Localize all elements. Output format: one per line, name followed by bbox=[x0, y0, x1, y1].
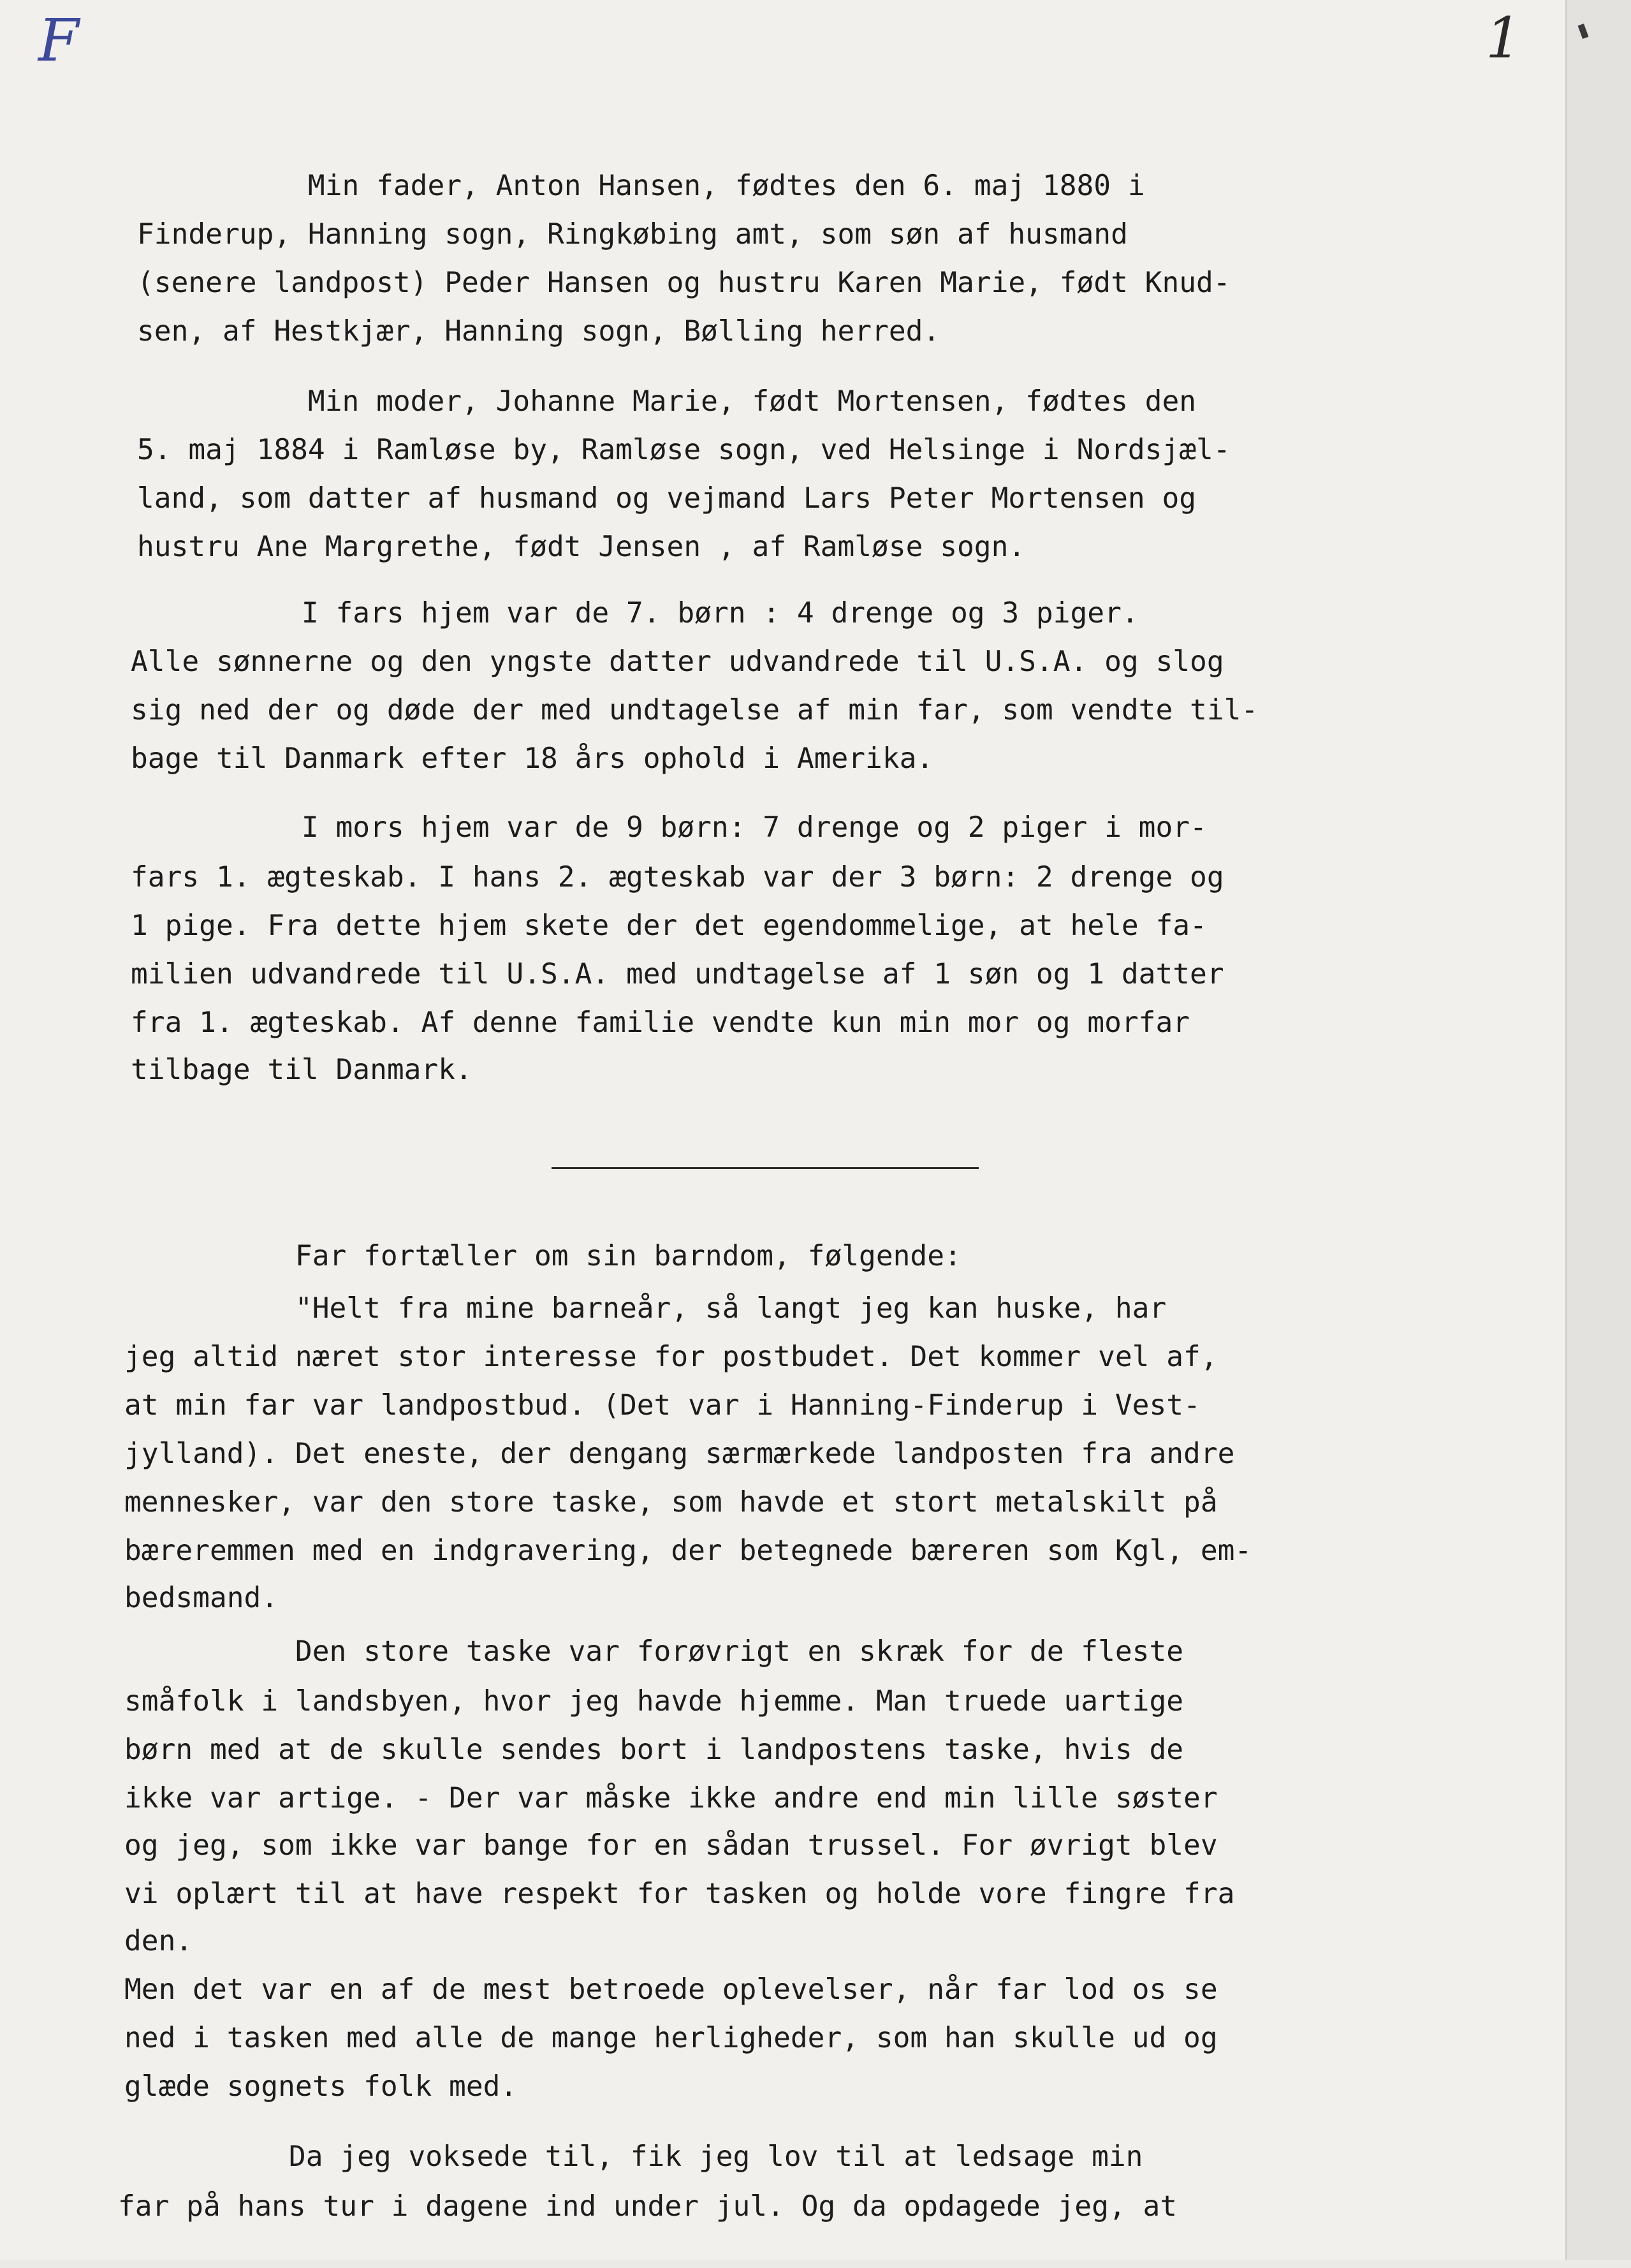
text-line: Min fader, Anton Hansen, fødtes den 6. maj 1880 i bbox=[137, 170, 1145, 202]
text-line: 1 pige. Fra dette hjem skete der det egendommelige, at hele fa- bbox=[131, 909, 1207, 942]
text-line: Far fortæller om sin barndom, følgende: bbox=[124, 1240, 962, 1272]
text-line: sig ned der og døde der med undtagelse af min far, som vendte til- bbox=[131, 694, 1259, 726]
text-line: Men det var en af de mest betroede oplevelser, når far lod os se bbox=[124, 1973, 1218, 2006]
text-line: jeg altid næret stor interesse for postbudet. Det kommer vel af, bbox=[124, 1341, 1218, 1373]
text-line: småfolk i landsbyen, hvor jeg havde hjemme. Man truede uartige bbox=[124, 1685, 1184, 1718]
text-line: (senere landpost) Peder Hansen og hustru Karen Marie, født Knud- bbox=[137, 267, 1231, 299]
text-line: hustru Ane Margrethe, født Jensen , af Ramløse sogn. bbox=[137, 531, 1026, 563]
text-line: bedsmand. bbox=[124, 1582, 279, 1614]
text-line: ned i tasken med alle de mange herligheder, som han skulle ud og bbox=[124, 2022, 1218, 2054]
text-line: "Helt fra mine barneår, så langt jeg kan huske, har bbox=[124, 1292, 1167, 1325]
text-line: at min far var landpostbud. (Det var i Hanning-Finderup i Vest- bbox=[124, 1389, 1201, 1422]
paragraph-mothers-home bbox=[131, 809, 1444, 1086]
paragraph-christmas-tour bbox=[118, 2138, 1444, 2268]
text-line: bæreremmen med en indgravering, der betegnede bæreren som Kgl, em- bbox=[124, 1535, 1252, 1567]
text-line: I fars hjem var de 7. børn : 4 drenge og 3 piger. bbox=[131, 597, 1139, 630]
text-line: fars 1. ægteskab. I hans 2. ægteskab var der 3 børn: 2 drenge og bbox=[131, 861, 1224, 894]
text-line: jylland). Det eneste, der dengang særmærkede landposten fra andre bbox=[124, 1438, 1235, 1470]
section-divider bbox=[552, 1167, 979, 1169]
text-line: den. bbox=[124, 1925, 193, 1957]
text-line: og jeg, som ikke var bange for en sådan trussel. For øvrigt blev bbox=[124, 1829, 1218, 1862]
text-line: Finderup, Hanning sogn, Ringkøbing amt, som søn af husmand bbox=[137, 218, 1128, 251]
text-line: Min moder, Johanne Marie, født Mortensen, fødtes den bbox=[137, 385, 1197, 418]
text-line: glæde sognets folk med. bbox=[124, 2070, 518, 2103]
paragraph-mother-birth bbox=[131, 383, 1444, 578]
text-line: Alle sønnerne og den yngste datter udvandrede til U.S.A. og slog bbox=[131, 645, 1224, 678]
text-line: land, som datter af husmand og vejmand Lars Peter Mortensen og bbox=[137, 482, 1197, 515]
paragraph-childhood-intro bbox=[124, 1237, 1444, 1614]
text-line: ikke var artige. - Der var måske ikke andre end min lille søster bbox=[124, 1782, 1218, 1815]
text-line: fra 1. ægteskab. Af denne familie vendte kun min mor og morfar bbox=[131, 1006, 1190, 1039]
handwritten-corner-letter: F bbox=[38, 6, 79, 75]
text-line: mennesker, var den store taske, som havde et stort metalskilt på bbox=[124, 1486, 1218, 1519]
text-line: bage til Danmark efter 18 års ophold i Amerika. bbox=[131, 742, 934, 775]
handwritten-page-number: 1 bbox=[1486, 5, 1521, 71]
paragraph-bag bbox=[124, 1633, 1444, 2103]
text-line: tilbage til Danmark. bbox=[131, 1054, 472, 1086]
text-line: Da jeg voksede til, fik jeg lov til at ledsage min bbox=[118, 2140, 1143, 2173]
paragraph-father-birth bbox=[131, 167, 1444, 362]
paragraph-fathers-home bbox=[131, 594, 1444, 790]
text-line: milien udvandrede til U.S.A. med undtagelse af 1 søn og 1 datter bbox=[131, 958, 1224, 990]
text-line: far på hans tur i dagene ind under jul. Og da opdagede jeg, at bbox=[118, 2190, 1178, 2223]
text-line: sen, af Hestkjær, Hanning sogn, Bølling herred. bbox=[137, 315, 940, 348]
text-line: vi oplært til at have respekt for tasken og holde vore fingre fra bbox=[124, 1878, 1235, 1910]
scanner-edge bbox=[1565, 0, 1631, 2260]
text-line: 5. maj 1884 i Ramløse by, Ramløse sogn, ved Helsinge i Nordsjæl- bbox=[137, 434, 1231, 466]
text-line: Den store taske var forøvrigt en skræk for de fleste bbox=[124, 1635, 1184, 1668]
text-line: I mors hjem var de 9 børn: 7 drenge og 2 piger i mor- bbox=[131, 811, 1207, 844]
text-line: børn med at de skulle sendes bort i landpostens taske, hvis de bbox=[124, 1734, 1184, 1766]
